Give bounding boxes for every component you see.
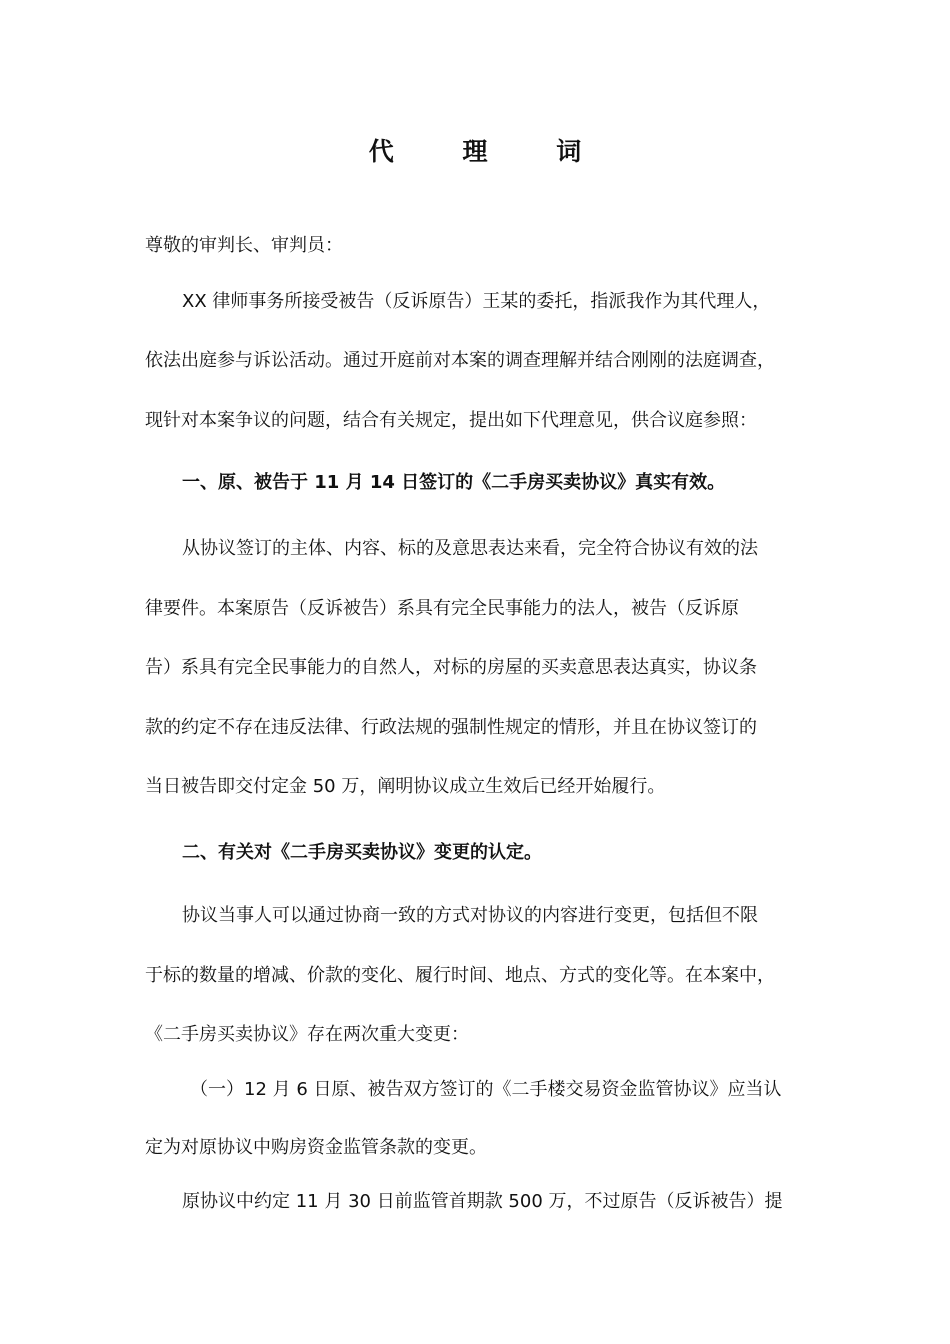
section-1-line-1: 从协议签订的主体、内容、标的及意思表达来看，完全符合协议有效的法 — [182, 538, 758, 559]
section-2-line-3: 《二手房买卖协议》存在两次重大变更： — [145, 1024, 469, 1045]
section-1-line-3: 告）系具有完全民事能力的自然人，对标的房屋的买卖意思表达真实，协议条 — [145, 657, 757, 678]
intro-line-1: XX 律师事务所接受被告（反诉原告）王某的委托，指派我作为其代理人， — [182, 291, 771, 312]
section-2-line-2: 于标的数量的增减、价款的变化、履行时间、地点、方式的变化等。在本案中， — [145, 965, 775, 986]
subsection-1-body-line-1: 原协议中约定 11 月 30 日前监管首期款 500 万，不过原告（反诉被告）提 — [182, 1191, 783, 1212]
section-1-line-5: 当日被告即交付定金 50 万，阐明协议成立生效后已经开始履行。 — [145, 776, 666, 797]
intro-line-3: 现针对本案争议的问题，结合有关规定，提出如下代理意见，供合议庭参照： — [145, 410, 757, 431]
section-2-line-1: 协议当事人可以通过协商一致的方式对协议的内容进行变更，包括但不限 — [182, 905, 758, 926]
section-2-heading: 二、有关对《二手房买卖协议》变更的认定。 — [182, 842, 542, 863]
section-1-line-2: 律要件。本案原告（反诉被告）系具有完全民事能力的法人，被告（反诉原 — [145, 598, 739, 619]
subsection-1-line-2: 定为对原协议中购房资金监管条款的变更。 — [145, 1137, 487, 1158]
section-1-heading: 一、原、被告于 11 月 14 日签订的《二手房买卖协议》真实有效。 — [182, 472, 726, 493]
intro-line-2: 依法出庭参与诉讼活动。通过开庭前对本案的调查理解并结合刚刚的法庭调查， — [145, 350, 775, 371]
section-1-line-4: 款的约定不存在违反法律、行政法规的强制性规定的情形，并且在协议签订的 — [145, 717, 757, 738]
salutation: 尊敬的审判长、审判员： — [145, 235, 343, 256]
document-title: 代 理 词 — [368, 137, 612, 166]
subsection-1-line-1: （一）12 月 6 日原、被告双方签订的《二手楼交易资金监管协议》应当认 — [190, 1079, 782, 1100]
